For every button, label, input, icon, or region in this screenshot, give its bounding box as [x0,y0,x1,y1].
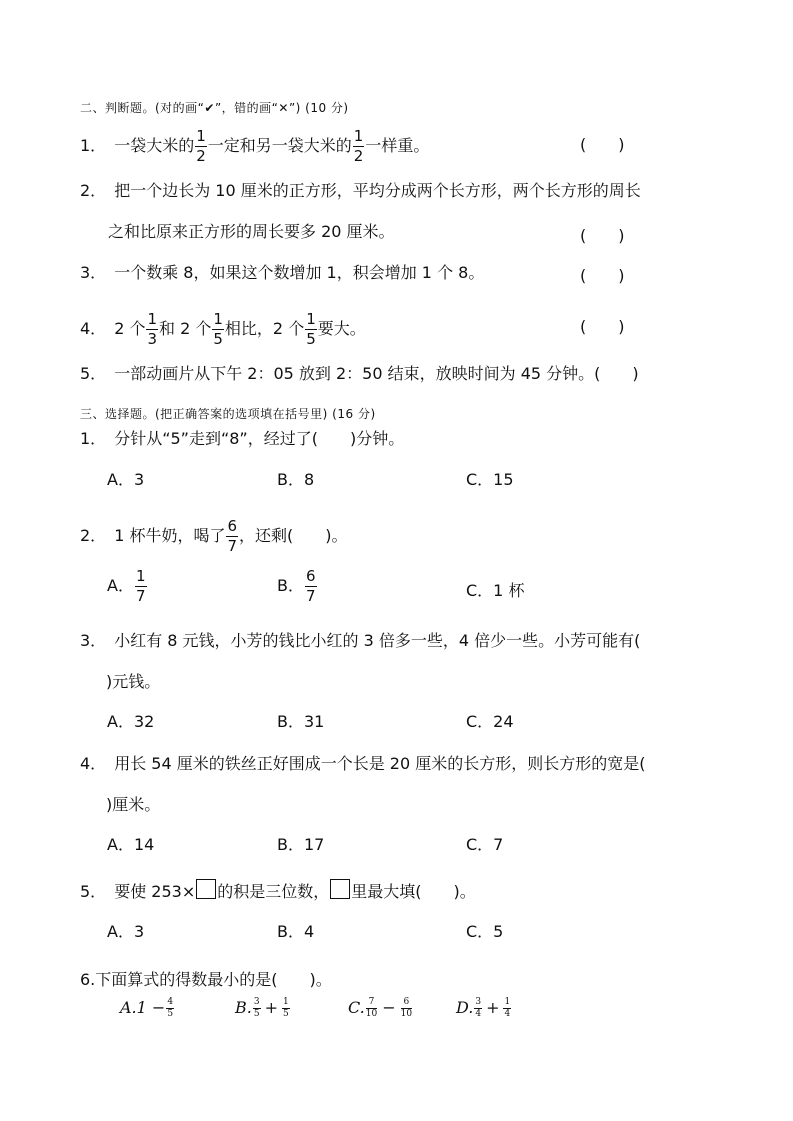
fraction-one-third: $\frac{1}{3}$ [147,310,158,348]
fraction: $\frac{7}{10}$ [365,997,378,1019]
question-text: 一样重。 [365,136,430,155]
option-label: A． [107,576,134,595]
option-a[interactable] [120,998,175,1019]
section-3-header: 三、选择题。(把正确答案的选项填在括号里) (16 分) [80,407,376,421]
judge-question-1 [80,129,429,164]
question-text: 把一个边长为 10 厘米的正方形，平均分成两个长方形，两个长方形的周长 [114,181,641,200]
option-c[interactable]: C．7 [466,835,504,854]
fraction-one-fifth: $\frac{1}{5}$ [306,310,316,348]
judge-question-2-line1 [80,181,641,201]
option-a[interactable]: A．32 [107,712,155,731]
option-label: D. [456,998,474,1017]
fraction: $\frac{6}{10}$ [400,997,413,1019]
fraction: $\frac{3}{4}$ [475,997,482,1019]
option-label: A.1 − [120,998,166,1017]
choice-question-4-line1 [80,754,646,774]
choice-question-4-line2: )厘米。 [106,795,161,814]
question-text: 和 2 个 [159,319,212,338]
fraction-six-sevenths: $\frac{6}{7}$ [227,517,238,555]
option-label: C. [348,998,365,1017]
blank-box[interactable] [330,879,350,899]
question-number: 4． [80,754,107,773]
question-number: 2． [80,181,107,200]
operator: + [486,998,500,1017]
question-number: 1． [80,429,107,448]
question-text: 小红有 8 元钱，小芳的钱比小红的 3 倍多一些，4 倍少一些。小芳可能有( [114,631,641,650]
option-c[interactable]: C．5 [466,922,504,941]
question-number: 3． [80,631,107,650]
option-b[interactable]: B．17 [277,835,325,854]
question-text: 分针从“5”走到“8”，经过了( )分钟。 [114,429,405,448]
option-b[interactable]: B．4 [277,922,315,941]
question-text: 一袋大米的 [114,136,195,155]
question-number: 3． [80,263,107,282]
fraction: $\frac{4}{5}$ [167,997,174,1019]
judge-question-5 [80,364,639,384]
fraction-six-sevenths: $\frac{6}{7}$ [305,567,316,605]
choice-question-3-line1 [80,631,640,651]
option-c[interactable] [348,998,413,1019]
fraction: $\frac{1}{5}$ [282,997,289,1019]
question-text: 里最大填( )。 [351,882,476,901]
question-text: 2 个 [114,319,146,338]
fraction: $\frac{1}{4}$ [504,997,511,1019]
choice-question-2 [80,519,348,554]
option-c[interactable]: C．24 [466,712,514,731]
judge-question-2-line2: 之和比原来正方形的周长要多 20 厘米。 [108,222,395,241]
fraction-one-seventh: $\frac{1}{7}$ [135,567,146,605]
option-b[interactable] [277,569,318,604]
question-text: ，还剩( )。 [239,526,348,545]
operator: + [264,998,278,1017]
option-a[interactable]: A．3 [107,922,145,941]
question-text: 要使 253× [114,882,196,901]
choice-question-5 [80,879,476,902]
option-a[interactable] [107,569,148,604]
answer-parens[interactable]: ( ) [580,135,625,154]
blank-box[interactable] [196,879,216,899]
option-label: B. [235,998,252,1017]
question-text: 的积是三位数， [217,882,330,901]
question-text: 要大。 [317,319,366,338]
judge-question-4 [80,312,366,347]
fraction-one-half: $\frac{1}{2}$ [196,127,206,165]
answer-parens[interactable]: ( ) [580,266,625,285]
option-b[interactable]: B．8 [277,470,315,489]
option-label: B． [277,576,304,595]
question-number: 5． [80,882,107,901]
question-number: 2． [80,526,107,545]
choice-question-6: 6.下面算式的得数最小的是( )。 [80,970,332,989]
fraction: $\frac{3}{5}$ [253,997,260,1019]
fraction-one-fifth: $\frac{1}{5}$ [213,310,223,348]
question-text: 一部动画片从下午 2：05 放到 2：50 结束，放映时间为 45 分钟。( ) [114,364,639,383]
option-a[interactable]: A．14 [107,835,155,854]
question-number: 1． [80,136,107,155]
operator: − [382,998,396,1017]
option-d[interactable] [456,998,512,1019]
question-text: 用长 54 厘米的铁丝正好围成一个长是 20 厘米的长方形，则长方形的宽是( [114,754,646,773]
option-c[interactable]: C．1 杯 [466,581,525,600]
question-number: 4． [80,319,107,338]
question-text: 一定和另一袋大米的 [207,136,352,155]
question-text: 相比，2 个 [224,319,305,338]
choice-question-3-line2: )元钱。 [106,672,161,691]
option-b[interactable]: B．31 [277,712,325,731]
choice-question-1 [80,429,404,449]
judge-question-3 [80,263,484,283]
option-a[interactable]: A．3 [107,470,145,489]
option-c[interactable]: C．15 [466,470,514,489]
question-number: 5． [80,364,107,383]
section-2-header: 二、判断题。(对的画“✔”，错的画“✕”) (10 分) [80,101,349,115]
answer-parens[interactable]: ( ) [580,226,625,245]
fraction-one-half: $\frac{1}{2}$ [353,127,364,165]
question-text: 一个数乘 8，如果这个数增加 1，积会增加 1 个 8。 [114,263,485,282]
question-text: 1 杯牛奶，喝了 [114,526,226,545]
answer-parens[interactable]: ( ) [580,317,625,336]
option-b[interactable] [235,998,291,1019]
